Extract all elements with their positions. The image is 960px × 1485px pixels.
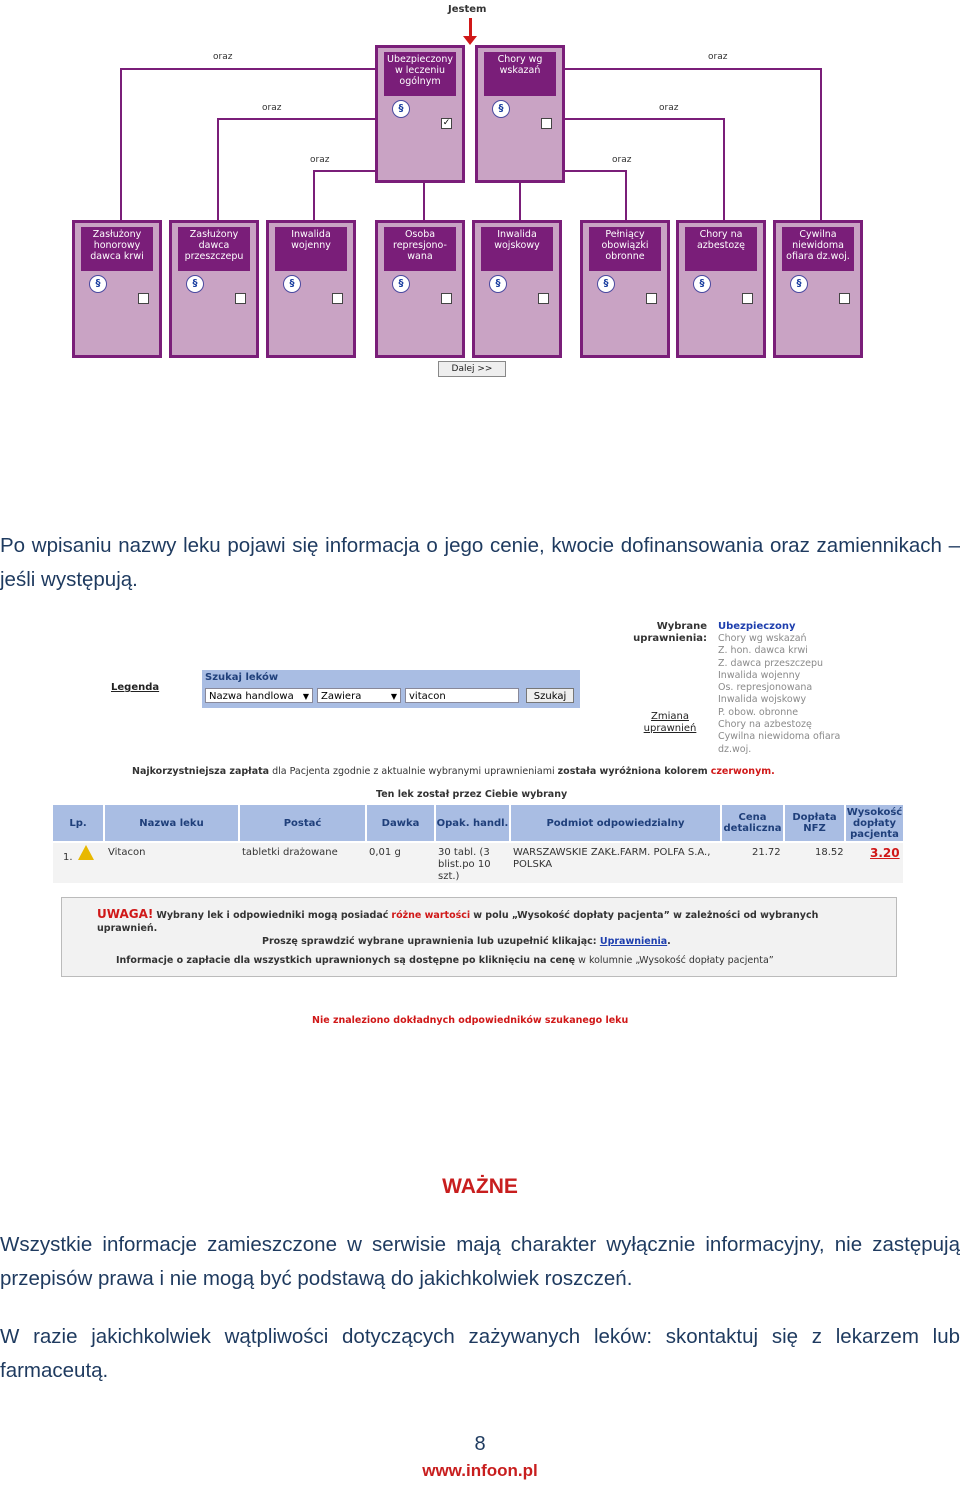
door-label: Ubezpieczony w leczeniu ogólnym [384,52,456,96]
paragraph-icon: § [392,100,410,118]
not-found-message: Nie znaleziono dokładnych odpowiedników szukanego leku [312,1015,629,1026]
oraz-label: oraz [262,103,282,113]
note-red: czerwonym. [710,766,775,777]
col-company: Podmiot odpowiedzialny [511,805,720,841]
arrow-head-icon [463,36,477,45]
door-label: Zasłużony honorowy dawca krwi [81,227,153,271]
search-button[interactable]: Szukaj [526,688,574,703]
paragraph-icon: § [597,275,615,293]
paragraph-icon: § [186,275,204,293]
rights-inactive-list [718,633,848,756]
warning-text: Proszę sprawdzić wybrane uprawnienia lub uzupełnić klikając: [262,936,597,947]
oraz-label: oraz [310,155,330,165]
disclaimer-paragraph: Wszystkie informacje zamieszczone w serwisie mają charakter wyłącznie informacyjny, nie zastępują przepisów prawa i nie mogą być podstawą do jakichkolwiek roszczeń. [0,1233,960,1290]
door-checkbox[interactable]: ✓ [442,118,451,128]
important-title: WAŻNE [442,1175,518,1198]
rights-item: Z. dawca przeszczepu [718,657,824,669]
oraz-label: oraz [659,103,679,113]
paragraph-icon: § [489,275,507,293]
door-checkbox[interactable] [646,293,657,304]
cell-nfz: 18.52 [815,847,844,858]
door-label: Chory wg wskazań [484,52,556,96]
door-label: Zasłużony dawca przeszczepu [178,227,250,271]
door-checkbox[interactable] [332,293,343,304]
col-form: Postać [240,805,365,841]
warning-text: Informacje o zapłacie dla wszystkich uprawnionych są dostępne [116,955,460,966]
col-nfz: Dopłata NFZ [785,805,844,841]
door-osoba-represjonowana[interactable] [375,220,465,358]
door-checkbox[interactable] [441,293,452,304]
door-cywilna-niewidoma[interactable] [773,220,863,358]
door-checkbox[interactable] [235,293,246,304]
note-prefix: Najkorzystniejsza zapłata [132,766,270,777]
best-payment-note [132,766,775,777]
chosen-rights-label: Wybrane uprawnienia: [633,621,707,644]
col-price: Cena detaliczna [722,805,783,841]
cell-name[interactable]: Vitacon [108,847,146,858]
door-ubezpieczony[interactable] [375,45,465,183]
field-select-value: Nazwa handlowa [209,691,294,702]
oraz-label: oraz [708,52,728,62]
page-number: 8 [474,1433,486,1455]
chevron-down-icon: ▼ [302,692,309,701]
door-chory-wg-wskazan[interactable] [475,45,565,183]
selected-note: Ten lek został przez Ciebie wybrany [376,789,568,800]
col-patient: Wysokość dopłaty pacjenta [846,806,903,840]
rights-item: Cywilna niewidoma ofiara dz.woj. [718,731,841,755]
warning-text: w kolumnie „Wysokość dopłaty pacjenta” [578,955,774,966]
field-select[interactable] [205,688,313,703]
search-input[interactable]: vitacon [405,688,519,703]
rights-item: Chory na azbestozę [718,719,812,731]
change-rights-link[interactable]: Zmiana uprawnień [643,711,697,734]
door-label: Osoba represjono-wana [384,227,456,271]
rights-item: Os. represjonowana [718,682,813,694]
paragraph-icon: § [790,275,808,293]
rights-item: Z. hon. dawca krwi [718,645,808,657]
col-pack: Opak. handl. [436,805,509,841]
col-dose: Dawka [367,805,434,841]
warning-title: UWAGA! [97,907,154,921]
jestem-label: Jestem [448,4,487,15]
paragraph-icon: § [492,100,510,118]
door-checkbox[interactable] [138,293,149,304]
door-obowiazki-obronne[interactable] [580,220,670,358]
door-checkbox[interactable] [538,293,549,304]
footer-url[interactable]: www.infoon.pl [422,1461,538,1480]
intro-paragraph: Po wpisaniu nazwy leku pojawi się informacja o jego cenie, kwocie dofinansowania oraz zamiennikach – jeśli występują. [0,534,960,591]
warning-text: po kliknięciu na cenę [462,955,576,966]
paragraph-icon: § [89,275,107,293]
door-checkbox[interactable] [541,118,552,129]
rights-item: Inwalida wojenny [718,669,801,681]
chevron-down-icon: ▼ [390,692,397,701]
note-suffix: została wyróżniona kolorem [557,766,708,777]
door-checkbox[interactable] [742,293,753,304]
door-azbestoza[interactable] [676,220,766,358]
warning-line-1 [97,908,857,935]
cell-pack: 30 tabl. (3 blist.po 10 szt.) [438,847,491,882]
match-select[interactable] [317,688,401,703]
col-lp: Lp. [53,805,103,841]
legend-link[interactable]: Legenda [111,682,160,693]
warning-text: Wybrany lek i odpowiedniki mogą posiadać [156,910,389,921]
paragraph-icon: § [693,275,711,293]
warning-line-3 [116,955,774,966]
door-honorowy-dawca[interactable] [72,220,162,358]
rights-active: Ubezpieczony [718,621,796,632]
rights-item: P. obow. obronne [718,706,799,718]
warning-line-2: Proszę sprawdzić wybrane uprawnienia lub uzupełnić klikając: Uprawnienia. [262,936,671,947]
paragraph-icon: § [392,275,410,293]
door-inwalida-wojskowy[interactable] [472,220,562,358]
door-label: Chory na azbestozę [685,227,757,271]
door-checkbox[interactable] [839,293,850,304]
next-button[interactable]: Dalej >> [438,361,506,377]
oraz-label: oraz [213,52,233,62]
match-select-value: Zawiera [321,691,362,702]
rights-item: Inwalida wojskowy [718,694,807,706]
door-label: Inwalida wojskowy [481,227,553,271]
contact-paragraph: W razie jakichkolwiek wątpliwości dotyczących zażywanych leków: skontaktuj się z lekarzem lub farmaceutą. [0,1325,960,1382]
search-panel [202,670,580,708]
cell-patient-price[interactable]: 3.20 [870,846,900,860]
door-dawca-przeszczepu[interactable] [169,220,259,358]
col-name: Nazwa leku [105,805,238,841]
warning-text: w polu „Wysokość dopłaty pacjenta” w zależności od wybranych uprawnień. [97,910,819,934]
door-label: Cywilna niewidoma ofiara dz.woj. [782,227,854,271]
oraz-label: oraz [612,155,632,165]
paragraph-icon: § [283,275,301,293]
cell-price: 21.72 [752,847,781,858]
warning-highlight: różne wartości [391,910,471,921]
note-middle: dla Pacjenta zgodnie z aktualnie wybranymi uprawnieniami [272,766,555,777]
door-inwalida-wojenny[interactable] [266,220,356,358]
cell-lp: 1. [63,852,73,863]
cell-dose: 0,01 g [369,847,401,858]
warning-box [61,897,897,977]
search-header: Szukaj leków [205,672,279,683]
warning-icon [78,845,94,860]
rights-link[interactable]: Uprawnienia [599,936,668,947]
rights-item: Chory wg wskazań [718,633,807,644]
door-label: Inwalida wojenny [275,227,347,271]
cell-company: WARSZAWSKIE ZAKŁ.FARM. POLFA S.A., POLSKA [513,847,711,870]
cell-form: tabletki drażowane [242,847,338,858]
door-label: Pełniący obowiązki obronne [589,227,661,271]
